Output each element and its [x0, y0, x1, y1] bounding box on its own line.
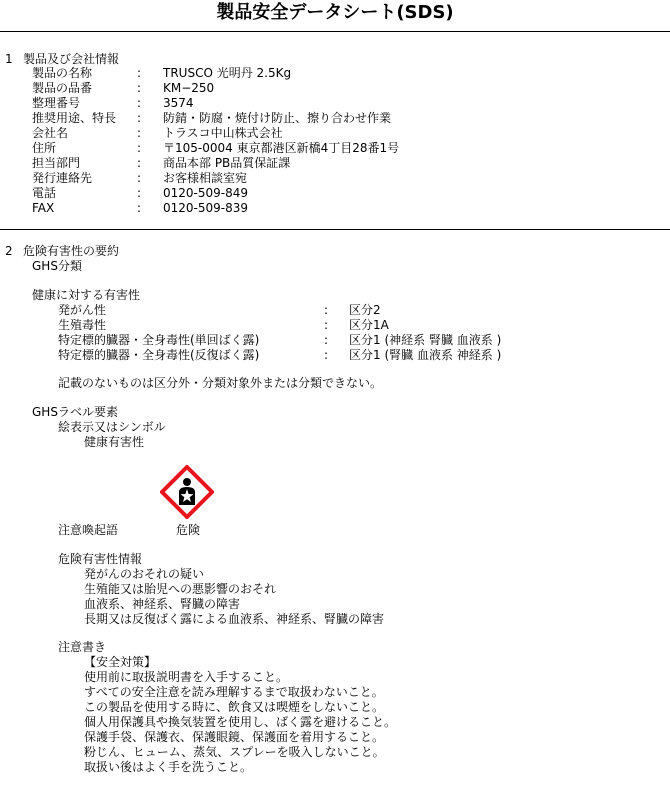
title-divider	[0, 31, 670, 32]
info-row	[32, 171, 652, 186]
hazard-statement: 発がんのおそれの疑い	[84, 567, 205, 581]
info-row	[32, 81, 652, 96]
info-value: 0120-509-839	[163, 201, 249, 215]
hazard-label: 発がん性	[58, 303, 107, 317]
colon: :	[137, 141, 142, 155]
info-label: 会社名	[32, 126, 69, 140]
colon: :	[137, 171, 142, 185]
info-row	[32, 96, 652, 111]
colon: :	[324, 333, 329, 347]
info-label: 担当部門	[32, 156, 81, 170]
info-value: 〒105-0004 東京都港区新橋4丁目28番1号	[163, 141, 400, 155]
info-label: 住所	[32, 141, 57, 155]
pictogram-name: 健康有害性	[84, 435, 145, 449]
hazard-statement: 生殖能又は胎児への悪影響のおそれ	[84, 582, 277, 596]
info-row	[32, 111, 652, 126]
colon: :	[137, 96, 142, 110]
hazard-row	[58, 303, 618, 318]
hazard-statement: 血液系、神経系、腎臓の障害	[84, 597, 241, 611]
hazard-category: 区分2	[349, 303, 381, 317]
info-label: 整理番号	[32, 96, 81, 110]
hazard-row	[58, 348, 618, 363]
info-value: お客様相談室宛	[163, 171, 248, 185]
safety-statement: すべての安全注意を読み理解するまで取扱わないこと。	[84, 685, 384, 699]
section-2-heading	[5, 244, 119, 259]
safety-statement: 粉じん、ヒューム、蒸気、スプレーを吸入しないこと。	[84, 745, 385, 759]
info-label: 製品の品番	[32, 81, 93, 95]
safety-statement: 使用前に取扱説明書を入手すること。	[84, 670, 289, 684]
info-label: FAX	[32, 201, 55, 215]
section-2-number: 2	[5, 244, 13, 258]
section-2-title: 危険有害性の要約	[23, 244, 120, 258]
info-value: 0120-509-849	[163, 186, 249, 200]
hazard-category: 区分1 (腎臓 血液系 神経系 )	[349, 348, 502, 362]
hazard-category: 区分1A	[349, 318, 389, 332]
safety-statement: 保護手袋、保護衣、保護眼鏡、保護面を着用すること。	[84, 730, 385, 744]
health-hazards-heading: 健康に対する有害性	[32, 288, 141, 302]
info-value: TRUSCO 光明丹 2.5Kg	[163, 66, 292, 80]
colon: :	[137, 156, 142, 170]
info-value: 商品本部 PB品質保証課	[163, 156, 291, 170]
info-value: 防錆・防腐・焼付け防止、擦り合わせ作業	[163, 111, 392, 125]
colon: :	[137, 66, 142, 80]
signal-word-label: 注意喚起語	[58, 523, 119, 537]
safety-statement: 個人用保護具や換気装置を使用し、ばく露を避けること。	[84, 715, 397, 729]
info-label: 推奨用途、特長	[32, 111, 117, 125]
document-title: 製品安全データシート(SDS)	[216, 2, 454, 23]
health-hazard-icon	[160, 465, 214, 519]
ghs-label-elements-heading: GHSラベル要素	[32, 405, 118, 419]
info-label: 製品の名称	[32, 66, 93, 80]
classification-note: 記載のないものは区分外・分類対象外または分類できない。	[58, 376, 383, 390]
colon: :	[137, 81, 142, 95]
info-row	[32, 156, 652, 171]
info-label: 電話	[32, 186, 57, 200]
info-value: トラスコ中山株式会社	[163, 126, 283, 140]
section-1-heading	[5, 52, 119, 67]
hazard-info-heading: 危険有害性情報	[58, 552, 143, 566]
colon: :	[324, 303, 329, 317]
section-1-title: 製品及び会社情報	[23, 52, 120, 66]
ghs-classification-heading: GHS分類	[32, 259, 82, 273]
safety-measures-heading: 【安全対策】	[84, 655, 157, 669]
colon: :	[137, 111, 142, 125]
hazard-row	[58, 333, 618, 348]
safety-statement: 取扱い後はよく手を洗うこと。	[84, 760, 253, 774]
info-row	[32, 126, 652, 141]
hazard-label: 特定標的臓器・全身毒性(単回ばく露)	[58, 333, 260, 347]
hazard-label: 生殖毒性	[58, 318, 107, 332]
info-value: 3574	[163, 96, 194, 110]
info-value: KM−250	[163, 81, 215, 95]
precaution-heading: 注意書き	[58, 640, 107, 654]
info-row	[32, 201, 652, 216]
info-row	[32, 186, 652, 201]
colon: :	[324, 348, 329, 362]
section-divider	[0, 229, 670, 230]
info-label: 発行連絡先	[32, 171, 93, 185]
hazard-category: 区分1 (神経系 腎臓 血液系 )	[349, 333, 502, 347]
info-row	[32, 141, 652, 156]
hazard-statement: 長期又は反復ばく露による血液系、神経系、腎臓の障害	[84, 612, 385, 626]
colon: :	[137, 201, 142, 215]
colon: :	[137, 126, 142, 140]
pictogram-heading: 絵表示又はシンボル	[58, 420, 166, 434]
safety-statement: この製品を使用する時に、飲食又は喫煙をしないこと。	[84, 700, 385, 714]
hazard-label: 特定標的臓器・全身毒性(反復ばく露)	[58, 348, 260, 362]
signal-word: 危険	[176, 523, 201, 537]
colon: :	[324, 318, 329, 332]
section-1-number: 1	[5, 52, 13, 66]
colon: :	[137, 186, 142, 200]
hazard-row	[58, 318, 618, 333]
info-row	[32, 66, 652, 81]
